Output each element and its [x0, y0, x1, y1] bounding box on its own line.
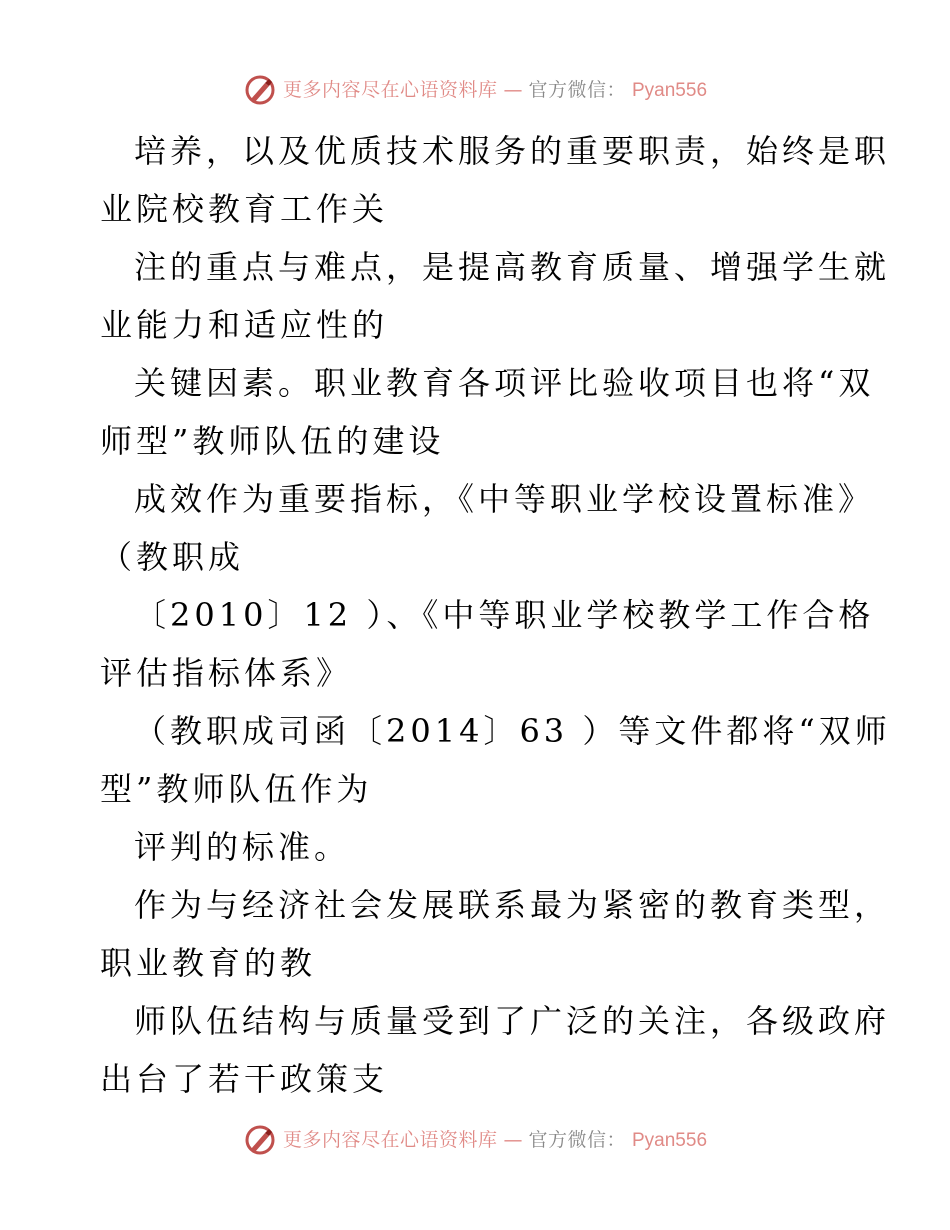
- text-line: 师型”教师队伍的建设: [100, 422, 445, 460]
- pen-logo-icon: [243, 1123, 277, 1157]
- header-banner: [0, 70, 950, 110]
- pen-logo-icon: [243, 73, 277, 107]
- text-line: 业院校教育工作关: [100, 190, 389, 228]
- banner-content: [243, 1123, 707, 1157]
- banner-text: 更多内容尽在心语资料库: [282, 1128, 498, 1151]
- text-line: 作为与经济社会发展联系最为紧密的教育类型，: [134, 886, 891, 924]
- text-line: 注的重点与难点，是提高教育质量、增强学生就: [134, 248, 891, 286]
- text-line: 关键因素。职业教育各项评比验收项目也将“双: [134, 364, 875, 402]
- text-line: 型”教师队伍作为: [100, 770, 373, 808]
- text-line: （教职成司函〔2014〕63 ）等文件都将“双师: [134, 712, 891, 750]
- banner-dash: —: [503, 1128, 523, 1151]
- banner-label: 官方微信：: [528, 1128, 626, 1151]
- banner-dash: —: [503, 78, 523, 101]
- text-line: 职业教育的教: [100, 944, 317, 982]
- text-line: 师队伍结构与质量受到了广泛的关注，各级政府: [134, 1002, 891, 1040]
- text-line: 业能力和适应性的: [100, 306, 389, 344]
- text-line: 培养，以及优质技术服务的重要职责，始终是职: [134, 132, 891, 170]
- banner-text: 更多内容尽在心语资料库: [282, 78, 498, 101]
- banner-content: [243, 73, 707, 107]
- text-line: 〔2010〕12 ）、《中等职业学校教学工作合格: [134, 596, 875, 634]
- document-body: [100, 122, 891, 1108]
- banner-wechat-id: Pyan556: [632, 1129, 708, 1151]
- text-line: 评判的标准。: [134, 828, 351, 866]
- text-line: 评估指标体系》: [100, 654, 353, 692]
- text-line: 成效作为重要指标，《中等职业学校设置标准》: [134, 480, 875, 518]
- text-line: 出台了若干政策支: [100, 1060, 389, 1098]
- footer-banner: [0, 1120, 950, 1160]
- banner-label: 官方微信：: [528, 78, 626, 101]
- banner-wechat-id: Pyan556: [632, 79, 708, 101]
- text-line: （教职成: [100, 538, 245, 576]
